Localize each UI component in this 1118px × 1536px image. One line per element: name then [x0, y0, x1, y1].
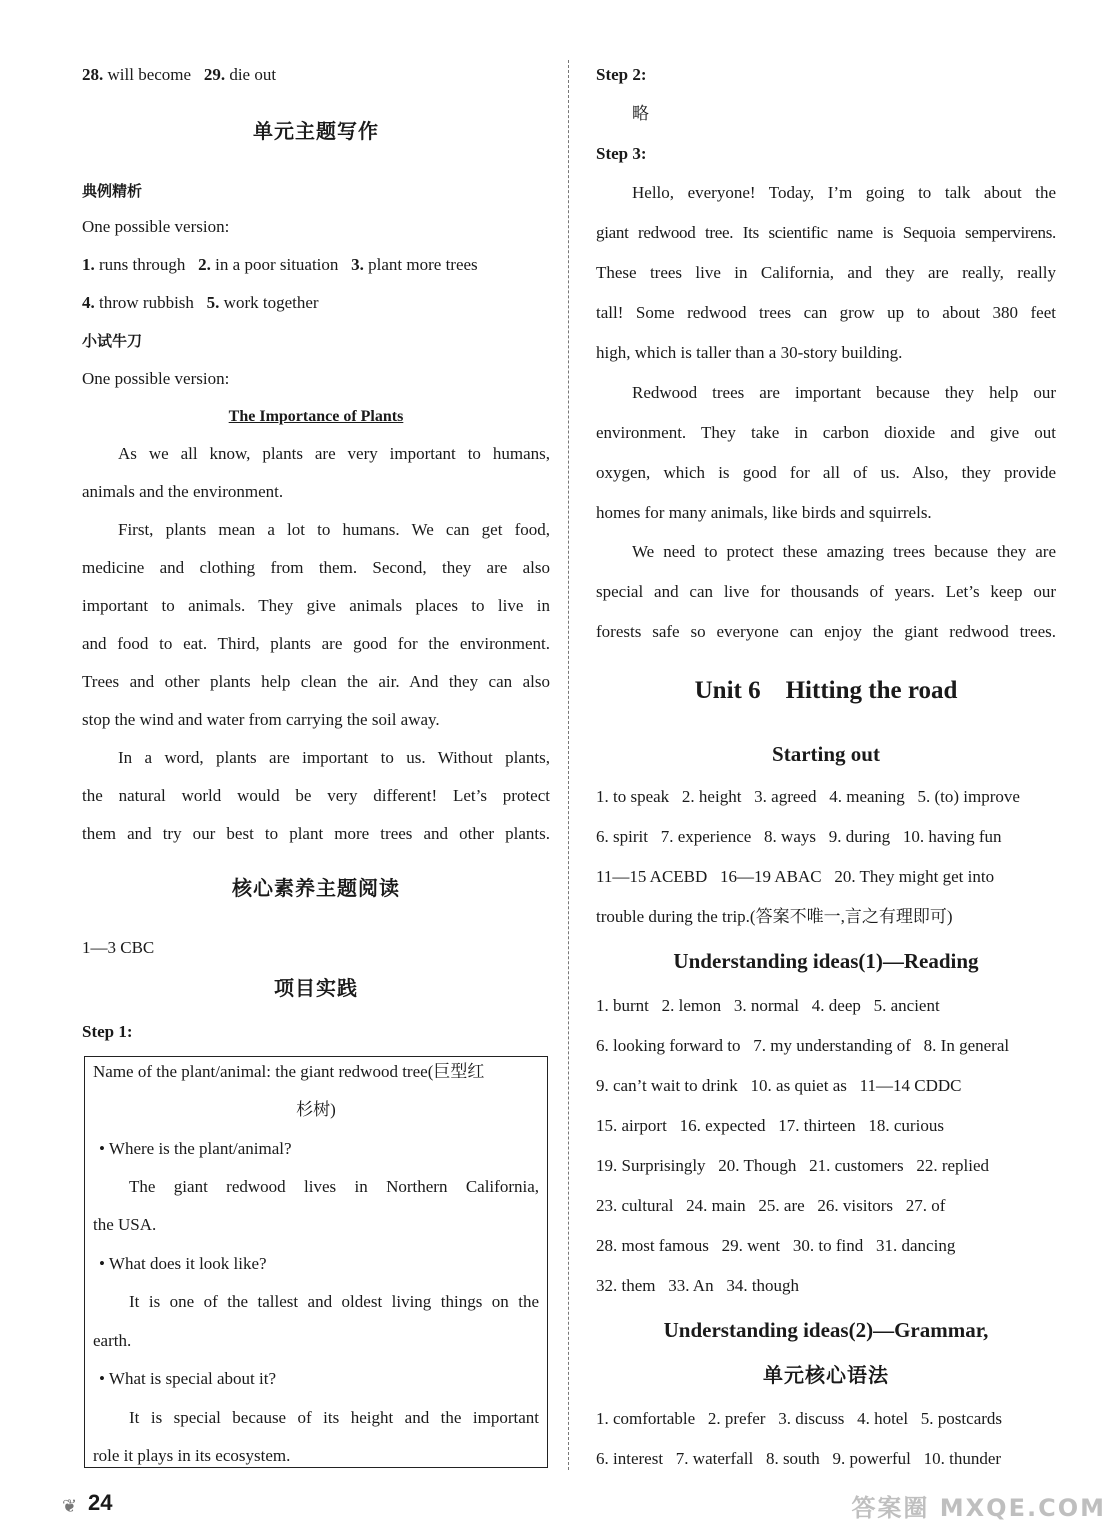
example-answers-line-1: 1. runs through 2. in a poor situation 3. plant more trees	[82, 255, 478, 274]
essay-line: In a word, plants are important to us. Without plants,	[118, 748, 550, 767]
essay-line: and food to eat. Third, plants are good for the environment.	[82, 634, 550, 653]
speech-line: We need to protect these amazing trees because they are	[632, 542, 1056, 561]
answers-line: 32. them 33. An 34. though	[596, 1276, 800, 1295]
essay-line: As we all know, plants are very important to humans,	[118, 444, 550, 463]
speech-line: forests safe so everyone can enjoy the giant redwood trees.	[596, 622, 1056, 641]
possible-version-label: One possible version:	[82, 369, 230, 388]
box-line: The giant redwood lives in Northern California,	[129, 1177, 539, 1196]
speech-line: high, which is taller than a 30-story building.	[596, 343, 903, 362]
section-title-grammar: Understanding ideas(2)—Grammar,	[663, 1318, 989, 1342]
box-line: role it plays in its ecosystem.	[93, 1446, 291, 1465]
essay-line: Trees and other plants help clean the air. And they can also	[82, 672, 550, 691]
section-subtitle-grammar: 单元核心语法	[763, 1363, 889, 1387]
unit-title: Unit 6 Hitting the road	[694, 677, 958, 704]
box-line: 杉树)	[296, 1100, 336, 1119]
step-1-label: Step 1:	[82, 1022, 133, 1041]
essay-line: stop the wind and water from carrying the soil away.	[82, 710, 440, 729]
example-answers-line-2: 4. throw rubbish 5. work together	[82, 293, 319, 312]
section-title-project: 项目实践	[274, 976, 358, 1000]
watermark: 答案圈 MXQE.COM	[851, 1494, 1106, 1522]
essay-line: animals and the environment.	[82, 482, 284, 501]
speech-line: giant redwood tree. Its scientific name is Sequoia sempervirens.	[596, 223, 1056, 242]
box-line: It is special because of its height and the important	[129, 1408, 539, 1427]
answers-line: 23. cultural 24. main 25. are 26. visitors 27. of	[596, 1196, 946, 1215]
speech-line: oxygen, which is good for all of us. Also, they provide	[596, 463, 1056, 482]
section-title-reading: Understanding ideas(1)—Reading	[673, 949, 979, 973]
answers-line: 6. spirit 7. experience 8. ways 9. during 10. having fun	[596, 827, 1002, 846]
box-question: • What is special about it?	[99, 1369, 277, 1388]
answers-line: 19. Surprisingly 20. Though 21. customers 22. replied	[596, 1156, 990, 1175]
subheading-practice: 小试牛刀	[82, 332, 143, 350]
answers-line: 1. to speak 2. height 3. agreed 4. meaning 5. (to) improve	[596, 787, 1020, 806]
answers-line: 15. airport 16. expected 17. thirteen 18. curious	[596, 1116, 944, 1135]
speech-line: Redwood trees are important because they help our	[632, 383, 1056, 402]
step-3-label: Step 3:	[596, 144, 647, 163]
section-title-writing: 单元主题写作	[253, 119, 379, 143]
step-2-label: Step 2:	[596, 65, 647, 84]
answers-line: 6. interest 7. waterfall 8. south 9. powerful 10. thunder	[596, 1449, 1002, 1468]
answers-line: 28. most famous 29. went 30. to find 31. dancing	[596, 1236, 956, 1255]
essay-line: them and try our best to plant more trees and other plants.	[82, 824, 550, 843]
reading-answers: 1—3 CBC	[82, 938, 155, 957]
essay-line: medicine and clothing from them. Second, they are also	[82, 558, 550, 577]
answers-line: 9. can’t wait to drink 10. as quiet as 11—14 CDDC	[596, 1076, 962, 1095]
column-divider	[568, 60, 569, 1470]
essay-line: the natural world would be very different! Let’s protect	[82, 786, 550, 805]
answers-line: trouble during the trip.(答案不唯一,言之有理即可)	[596, 907, 953, 926]
box-line: the USA.	[93, 1215, 157, 1234]
box-question: • Where is the plant/animal?	[99, 1139, 292, 1158]
essay-line: important to animals. They give animals places to live in	[82, 596, 550, 615]
answers-line: 1. comfortable 2. prefer 3. discuss 4. hotel 5. postcards	[596, 1409, 1003, 1428]
speech-line: tall! Some redwood trees can grow up to about 380 feet	[596, 303, 1056, 322]
step-2-text: 略	[632, 104, 649, 124]
answers-line: 1. burnt 2. lemon 3. normal 4. deep 5. ancient	[596, 996, 940, 1015]
speech-line: homes for many animals, like birds and squirrels.	[596, 503, 932, 522]
essay-line: First, plants mean a lot to humans. We can get food,	[118, 520, 550, 539]
leaf-icon: ❦	[62, 1496, 78, 1516]
speech-line: special and can live for thousands of years. Let’s keep our	[596, 582, 1056, 601]
section-title-reading: 核心素养主题阅读	[232, 876, 400, 900]
box-question: • What does it look like?	[99, 1254, 267, 1273]
answers-line: 11—15 ACEBD 16—19 ABAC 20. They might get into	[596, 867, 995, 886]
subheading-example: 典例精析	[82, 182, 143, 200]
box-line: Name of the plant/animal: the giant redwood tree(巨型红	[93, 1062, 485, 1081]
answers-line: 6. looking forward to 7. my understanding of 8. In general	[596, 1036, 1010, 1055]
box-line: earth.	[93, 1331, 132, 1350]
section-title-starting-out: Starting out	[772, 742, 880, 766]
page-number: 24	[88, 1490, 113, 1515]
possible-version-label: One possible version:	[82, 217, 230, 236]
project-info-box	[84, 1056, 548, 1468]
box-line: It is one of the tallest and oldest living things on the	[129, 1292, 539, 1311]
speech-line: environment. They take in carbon dioxide and give out	[596, 423, 1056, 442]
answer-line-28-29: 28. will become 29. die out	[82, 65, 277, 84]
essay-title: The Importance of Plants	[228, 408, 404, 425]
speech-line: Hello, everyone! Today, I’m going to talk about the	[632, 183, 1056, 202]
speech-line: These trees live in California, and they are really, really	[596, 263, 1056, 282]
